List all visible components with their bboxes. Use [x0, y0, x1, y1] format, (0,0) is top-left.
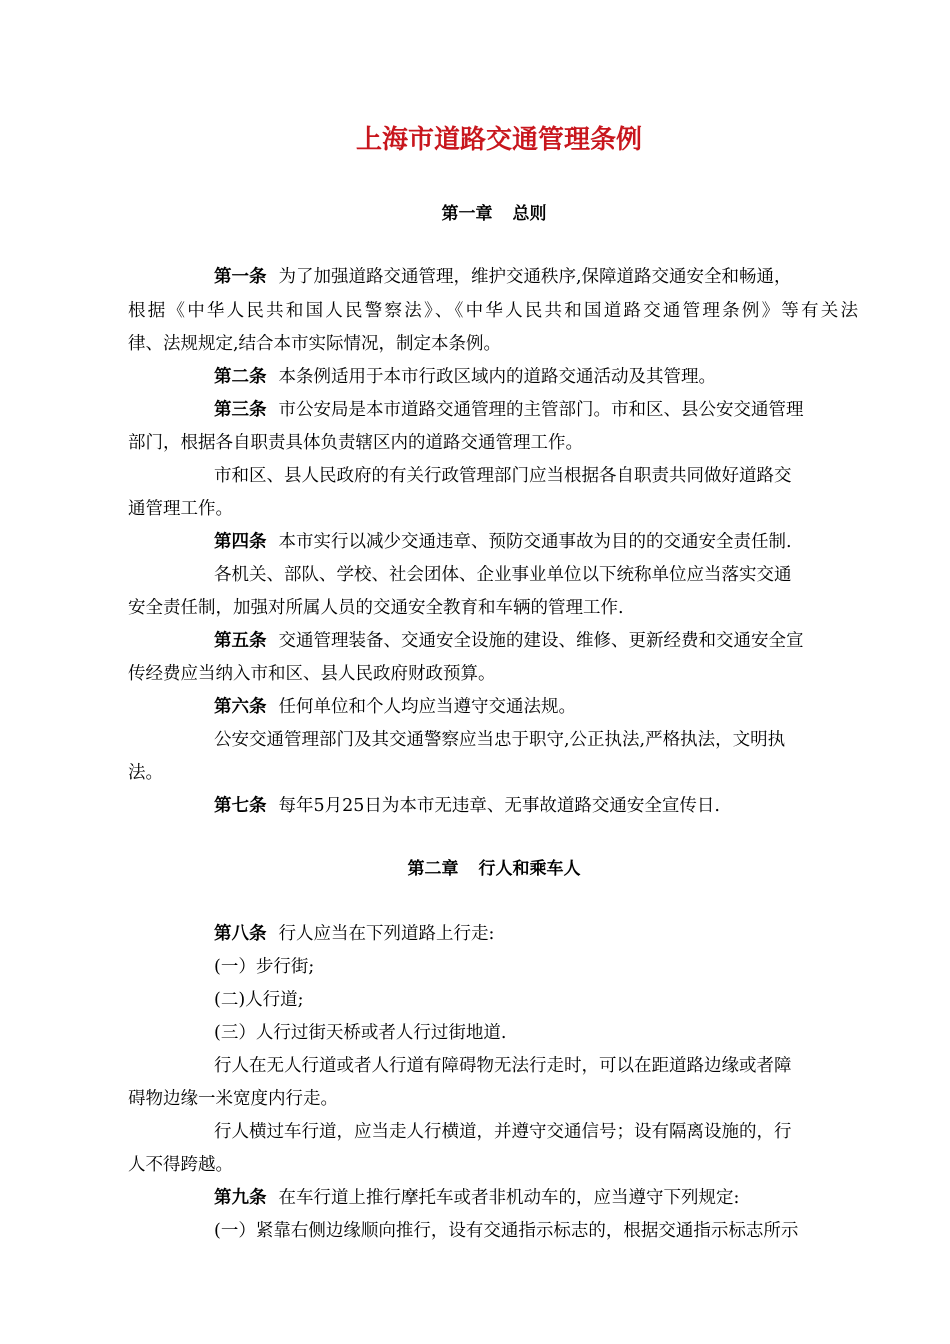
article-3-para-2-line-2: 通管理工作。: [128, 499, 233, 519]
article-8-para-2-line-2: 碍物边缘一米宽度内行走。: [128, 1089, 338, 1109]
article-2-line-1: [214, 365, 716, 389]
chapter-name: 行人和乘车人: [478, 859, 581, 879]
article-8-item-1: (一）步行街;: [214, 957, 315, 977]
chapter-heading-1: [0, 202, 950, 226]
article-4-para-2-line-2: 安全责任制，加强对所属人员的交通安全教育和车辆的管理工作.: [128, 598, 624, 618]
article-text: 交通管理装备、交通安全设施的建设、维修、更新经费和交通安全宣: [278, 631, 804, 651]
article-text: 在车行道上推行摩托车或者非机动车的，应当遵守下列规定:: [278, 1188, 740, 1208]
article-6-line-1: [214, 695, 576, 719]
article-7-line-1: [214, 794, 720, 818]
chapter-name: 总则: [512, 204, 547, 224]
article-label: 第一条: [214, 267, 267, 287]
article-8-item-3: (三）人行过街天桥或者人行过街地道.: [214, 1023, 507, 1043]
article-4-para-2-line-1: 各机关、部队、学校、社会团体、企业事业单位以下统称单位应当落实交通: [214, 565, 792, 585]
article-label: 第四条: [214, 532, 267, 552]
article-label: 第九条: [214, 1188, 267, 1208]
article-8-para-2-line-1: 行人在无人行道或者人行道有障碍物无法行走时，可以在距道路边缘或者障: [214, 1056, 792, 1076]
document-title: 上海市道路交通管理条例: [355, 125, 642, 155]
article-1-line-3: 律、法规规定,结合本市实际情况，制定本条例。: [128, 334, 502, 354]
article-label: 第五条: [214, 631, 267, 651]
article-text: 为了加强道路交通管理，维护交通秩序,保障道路交通安全和畅通，: [278, 267, 792, 287]
article-3-para-2-line-1: 市和区、县人民政府的有关行政管理部门应当根据各自职责共同做好道路交: [214, 466, 792, 486]
article-6-para-2-line-1: 公安交通管理部门及其交通警察应当忠于职守,公正执法,严格执法，文明执: [214, 730, 786, 750]
chapter-number: 第二章: [407, 859, 459, 879]
article-8-para-3-line-1: 行人横过车行道，应当走人行横道，并遵守交通信号；设有隔离设施的，行: [214, 1122, 792, 1142]
article-1-line-1: [214, 265, 792, 289]
article-text: 市公安局是本市道路交通管理的主管部门。市和区、县公安交通管理: [278, 400, 804, 420]
article-label: 第六条: [214, 697, 267, 717]
article-9-item-1: (一）紧靠右侧边缘顺向推行，设有交通指示标志的，根据交通指示标志所示: [214, 1221, 799, 1241]
article-label: 第二条: [214, 367, 267, 387]
article-text: 本条例适用于本市行政区域内的道路交通活动及其管理。: [278, 367, 716, 387]
article-5-line-1: [214, 629, 804, 653]
article-6-para-2-line-2: 法。: [128, 763, 163, 783]
article-4-line-1: [214, 530, 792, 554]
article-text: 本市实行以减少交通违章、预防交通事故为目的的交通安全责任制.: [278, 532, 792, 552]
article-text: 行人应当在下列道路上行走:: [278, 924, 495, 944]
article-8-item-2: (二)人行道;: [214, 990, 304, 1010]
article-label: 第三条: [214, 400, 267, 420]
article-8-para-3-line-2: 人不得跨越。: [128, 1155, 233, 1175]
article-text: 每年5月25日为本市无违章、无事故道路交通安全宣传日.: [278, 796, 720, 816]
article-1-line-2: 根据《中华人民共和国人民警察法》、《中华人民共和国道路交通管理条例》等有关法: [128, 301, 858, 321]
article-text: 任何单位和个人均应当遵守交通法规。: [278, 697, 576, 717]
article-label: 第八条: [214, 924, 267, 944]
article-label: 第七条: [214, 796, 267, 816]
article-8-line-1: [214, 922, 494, 946]
article-3-line-1: [214, 398, 804, 422]
article-5-line-2: 传经费应当纳入市和区、县人民政府财政预算。: [128, 664, 496, 684]
article-3-line-2: 部门，根据各自职责具体负责辖区内的道路交通管理工作。: [128, 433, 583, 453]
article-9-line-1: [214, 1186, 739, 1210]
chapter-heading-2: [0, 857, 950, 881]
chapter-number: 第一章: [441, 204, 493, 224]
